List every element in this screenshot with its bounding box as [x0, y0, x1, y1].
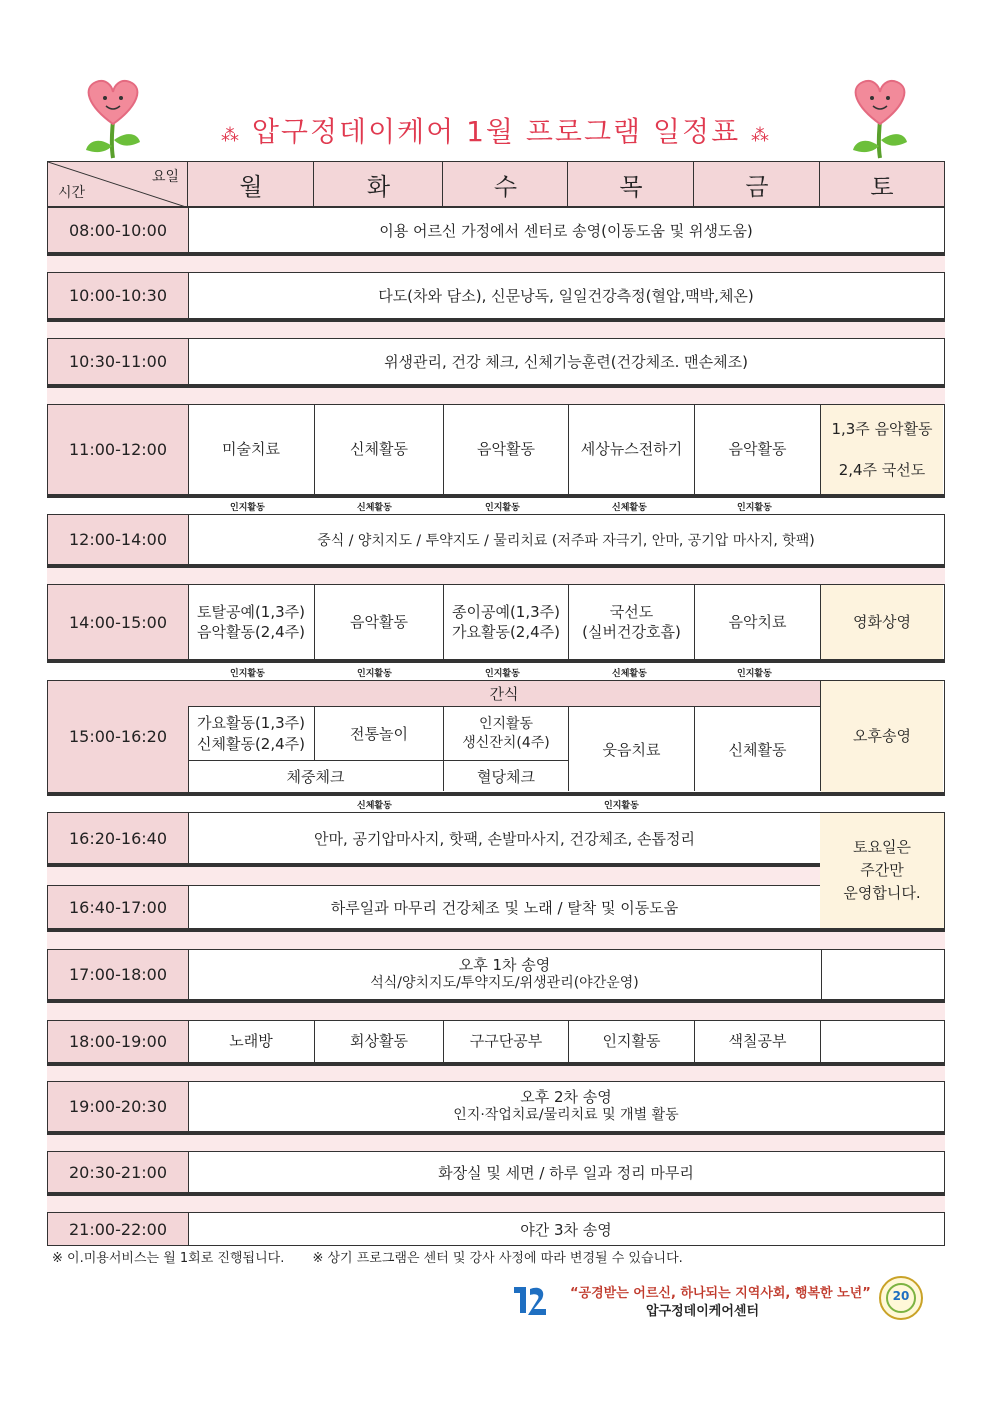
cell-fri: 신체활동: [695, 707, 821, 791]
cell-mon: 노래방: [188, 1021, 315, 1062]
time-cell: 15:00-16:20: [48, 681, 189, 792]
cell-wed: 음악활동: [444, 405, 569, 494]
time-cell: 21:00-22:00: [48, 1213, 189, 1245]
cell-tue: 음악활동: [315, 585, 444, 659]
cell-sat: 영화상영: [821, 585, 943, 659]
day-sat: 토: [819, 161, 945, 207]
row-text: 위생관리, 건강 체크, 신체기능훈련(건강체조. 맨손체조): [384, 353, 748, 371]
day-wed: 수: [442, 161, 569, 207]
row-text: [188, 950, 822, 999]
time-cell: 18:00-19:00: [48, 1021, 189, 1062]
cell-line: 국선도: [609, 602, 654, 621]
tag-mon: 인지활동: [230, 669, 265, 679]
row-line-1: 오후 1차 송영: [458, 956, 551, 975]
tag-mon: 인지활동: [230, 503, 265, 513]
corner-time-label: 시간: [58, 185, 86, 201]
row-1400: [47, 584, 945, 663]
row-gap: [47, 388, 945, 404]
cell-line: 토탈공예(1,3주): [196, 602, 305, 621]
time-cell: 10:00-10:30: [48, 273, 189, 318]
cell-line: 신체활동(2,4주): [196, 734, 305, 753]
row-line-2: 석식/양치지도/투약지도/위생관리(야간운영): [370, 975, 639, 992]
row-text: 하루일과 마무리 건강체조 및 노래 / 탈착 및 이동도움: [330, 898, 679, 917]
row-gap: [47, 256, 945, 272]
tag-fri: 인지활동: [737, 669, 772, 679]
tag-tue: 인지활동: [357, 669, 392, 679]
time-cell: 11:00-12:00: [48, 405, 189, 494]
time-cell: 20:30-21:00: [48, 1152, 189, 1192]
cell-line: (실버건강호흡): [582, 623, 681, 641]
time-cell: 08:00-10:00: [48, 208, 189, 252]
day-tue: 화: [313, 161, 444, 207]
cell-fri: 음악치료: [695, 585, 821, 659]
cell-fri: 색칠공부: [695, 1021, 821, 1062]
weight-check-cell: 체중체크: [188, 761, 444, 791]
center-name: 압구정데이케어센터: [646, 1304, 760, 1319]
cell-mon: 미술치료: [188, 405, 315, 494]
time-cell: 14:00-15:00: [48, 585, 189, 659]
row-gap: [47, 932, 945, 949]
day-thu: 목: [567, 161, 695, 207]
cell-line: 가요활동(2,4주): [451, 623, 560, 641]
corner-cell: [47, 161, 188, 207]
cell-mon: [188, 585, 315, 659]
cell-thu: 인지활동: [569, 1021, 695, 1062]
cell-tue: 전통놀이: [315, 707, 444, 761]
corner-day-label: 요일: [151, 169, 179, 185]
row-gap: [47, 1003, 945, 1020]
cell-thu: [569, 585, 695, 659]
row-gap: [47, 1066, 945, 1081]
sat-line-1: 1,3주 음악활동: [831, 420, 933, 439]
row-text: 야간 3차 송영: [520, 1220, 612, 1239]
cell-line: 종이공예(1,3주): [451, 602, 560, 621]
tag-thu: 인지활동: [604, 801, 639, 811]
cell-wed: 구구단공부: [444, 1021, 569, 1062]
time-cell: 12:00-14:00: [48, 515, 189, 564]
row-text: 화장실 및 세면 / 하루 일과 정리 마무리: [438, 1163, 694, 1182]
saturday-note: [820, 812, 945, 932]
row-gap: [47, 1135, 945, 1151]
tag-thu: 신체활동: [612, 503, 647, 513]
sat-line-2: 2,4주 국선도: [838, 460, 926, 479]
footnote-1: ※ 이.미용서비스는 월 1회로 진행됩니다.: [52, 1251, 285, 1266]
slogan: “공경받는 어르신, 하나되는 지역사회, 행복한 노년”: [570, 1286, 871, 1301]
note-line: 주간만: [860, 860, 904, 879]
sparkle-right-icon: ⁂: [751, 125, 772, 146]
snack-cell: 간식: [188, 681, 821, 707]
row-line-2: 인지·작업치료/물리치료 및 개별 활동: [453, 1107, 679, 1124]
row-1800: [47, 1020, 945, 1066]
cell-thu: 세상뉴스전하기: [569, 405, 695, 494]
time-cell: 16:20-16:40: [48, 813, 189, 863]
sparkle-left-icon: ⁂: [220, 125, 241, 146]
row-text: 다도(차와 담소), 신문낭독, 일일건강측정(혈압,맥박,체온): [378, 287, 754, 305]
tag-tue: 신체활동: [357, 503, 392, 513]
cell-tue: 신체활동: [315, 405, 444, 494]
time-cell: 10:30-11:00: [48, 339, 189, 384]
tag-wed: 인지활동: [485, 669, 520, 679]
row-1200: [47, 514, 945, 568]
tag-fri: 인지활동: [737, 503, 772, 513]
time-cell: 17:00-18:00: [48, 950, 189, 999]
row-1700: [47, 949, 945, 1003]
tag-tue: 신체활동: [357, 801, 392, 811]
footnotes: [52, 1247, 683, 1266]
footnote-2: ※ 상기 프로그램은 센터 및 강사 사정에 따라 변경될 수 있습니다.: [312, 1251, 683, 1266]
tag-thu: 신체활동: [612, 669, 647, 679]
row-text: [188, 1082, 944, 1131]
page-title: [0, 110, 992, 150]
day-mon: 월: [187, 161, 315, 207]
row-gap: [47, 1196, 945, 1212]
row-text: 중식 / 양치지도 / 투약지도 / 물리치료 (저주파 자극기, 안마, 공기압 마사지, 핫팩): [317, 532, 815, 549]
cell-mon: [188, 707, 315, 761]
row-1620: [47, 812, 822, 867]
row-1100: [47, 404, 945, 498]
row-0800: [47, 207, 945, 256]
center-logo-icon: [510, 1283, 550, 1317]
cell-line: 생신잔치(4주): [462, 734, 550, 751]
row-text: 이용 어르신 가정에서 센터로 송영(이동도움 및 위생도움): [379, 221, 753, 240]
title-text: 압구정데이케어 1월 프로그램 일정표: [251, 115, 741, 148]
row-line-1: 오후 2차 송영: [520, 1088, 612, 1107]
row-1500: [47, 680, 945, 796]
row-2030: [47, 1151, 945, 1196]
cell-tue: 회상활동: [315, 1021, 444, 1062]
row-gap: [47, 322, 945, 338]
row-text: 안마, 공기압마사지, 핫팩, 손발마사지, 건강체조, 손톱정리: [314, 829, 695, 848]
row-gap: [47, 568, 945, 584]
cell-fri: 음악활동: [695, 405, 821, 494]
cell-line: 음악활동(2,4주): [196, 623, 305, 641]
day-fri: 금: [693, 161, 821, 207]
row-2100: [47, 1212, 945, 1246]
tag-wed: 인지활동: [485, 503, 520, 513]
note-line: 운영합니다.: [843, 884, 921, 903]
anniversary-badge-text: 20: [892, 1289, 910, 1303]
cell-sat: 오후송영: [821, 681, 943, 792]
note-line: 토요일은: [853, 837, 911, 856]
cell-wed: [444, 707, 569, 761]
row-1900: [47, 1081, 945, 1135]
sugar-check-cell: 혈당체크: [444, 761, 569, 791]
cell-sat: [821, 405, 943, 494]
time-cell: 19:00-20:30: [48, 1082, 189, 1131]
cell-wed: [444, 585, 569, 659]
cell-line: 인지활동: [478, 715, 534, 732]
time-cell: 16:40-17:00: [48, 886, 189, 928]
row-1640: [47, 885, 822, 932]
day-header-row: [47, 161, 945, 207]
row-1030: [47, 338, 945, 388]
row-1000: [47, 272, 945, 322]
row-gap: [47, 867, 822, 885]
cell-thu: 웃음치료: [569, 707, 695, 791]
cell-line: 가요활동(1,3주): [196, 714, 305, 733]
